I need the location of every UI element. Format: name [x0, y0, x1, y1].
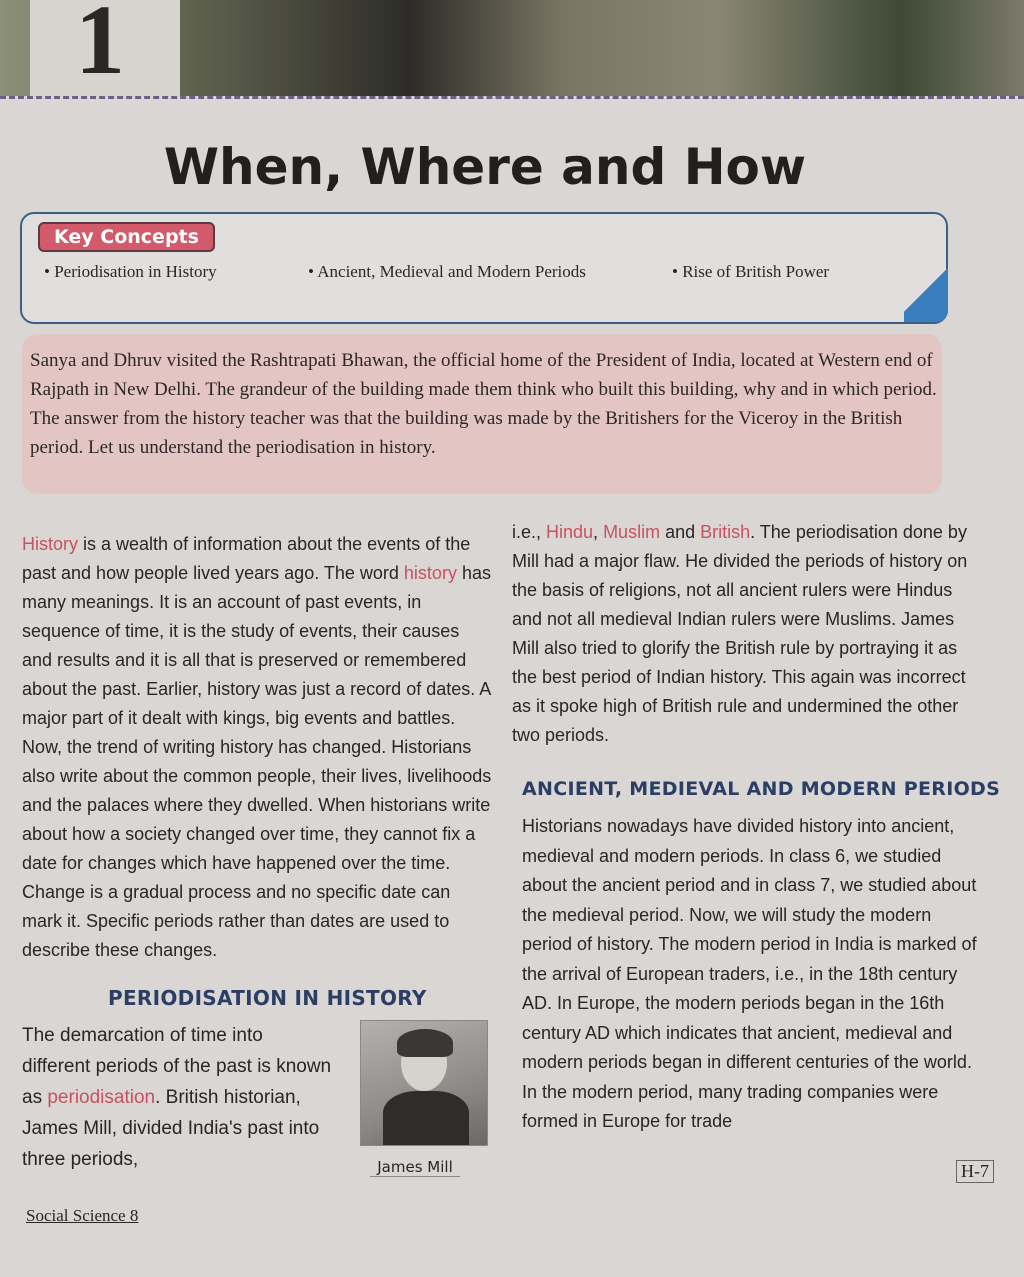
chapter-number-box: [30, 0, 180, 96]
text-span: and: [660, 522, 701, 542]
key-concept-item: • Periodisation in History: [44, 262, 217, 281]
james-mill-portrait: [360, 1020, 488, 1146]
key-concept-text: Rise of British Power: [682, 262, 830, 281]
chapter-number: 1: [75, 0, 125, 95]
left-column-paragraph: [22, 530, 492, 965]
key-concept-text: Ancient, Medieval and Modern Periods: [317, 262, 586, 281]
text-span: The demarcation of time into different periods of the past is known as: [22, 1025, 332, 1108]
portrait-hair: [397, 1029, 453, 1057]
text-span: . British historian, James Mill, divided India's past into three periods,: [22, 1087, 320, 1170]
section-heading-ancient-medieval-modern: ANCIENT, MEDIEVAL AND MODERN PERIODS: [522, 778, 1001, 800]
page-title: When, Where and How: [163, 138, 807, 196]
portrait-body: [383, 1091, 469, 1145]
key-concept-item: • Rise of British Power: [672, 262, 830, 281]
key-concept-item: • Ancient, Medieval and Modern Periods: [308, 262, 586, 281]
corner-decoration: [904, 258, 948, 322]
highlight-word: periodisation: [47, 1087, 156, 1108]
header-divider: [0, 96, 1024, 99]
key-concept-text: Periodisation in History: [54, 262, 217, 281]
right-column-paragraph: [512, 518, 982, 750]
text-span: has many meanings. It is an account of past events, in sequence of time, it is the study of events, their causes and results and it is all that is preserved or remembered about the past. Earlier, history was just a record of dates. A major part of it dealt with kings, big events and battles. Now, the trend of writing history has changed. Historians also write about the common people, their lives, livelihoods and the palaces where they dwelled. When historians write about how a society changed over time, they cannot fix a date for changes which have happened over the time. Change is a gradual process and no specific date can mark it. Specific periods rather than dates are used to describe these changes.: [22, 563, 492, 960]
text-span: is a wealth of information about the events of the past and how people lived years ago. The word: [22, 534, 471, 583]
text-span: ,: [593, 522, 604, 542]
highlight-word: History: [22, 534, 79, 554]
text-span: . The periodisation done by Mill had a major flaw. He divided the periods of history on the basis of religions, not all ancient rulers were Hindus and not all medieval Indian rulers were Muslims. James Mill also tried to glorify the British rule by portraying it as the best period of Indian history. This again was incorrect as it spoke high of British rule and undermined the other two periods.: [512, 522, 968, 745]
text-span: i.e.,: [512, 522, 547, 542]
highlight-word: Muslim: [603, 522, 661, 542]
portrait-caption: James Mill: [370, 1158, 460, 1177]
highlight-word: Hindu: [546, 522, 594, 542]
key-concepts-label: Key Concepts: [38, 222, 215, 252]
book-title: Social Science 8: [26, 1206, 139, 1225]
header-photo: [0, 0, 1024, 96]
page-number: H-7: [956, 1160, 994, 1183]
highlight-word: history: [403, 563, 457, 583]
periods-paragraph: Historians nowadays have divided history into ancient, medieval and modern periods. In class 6, we studied about the ancient period and in class 7, we studied about the medieval period. Now, we will study the modern period of history. The modern period in India is marked of the arrival of European traders, i.e., in the 18th century AD. In Europe, the modern periods began in the 16th century AD which indicates that ancient, medieval and modern periods began in different centuries of the world. In the modern period, many trading companies were formed in Europe for trade: [522, 816, 977, 1131]
periodisation-paragraph: [22, 1020, 332, 1175]
intro-paragraph: Sanya and Dhruv visited the Rashtrapati Bhawan, the official home of the President of India, located at Western end of Rajpath in New Delhi. The grandeur of the building made them think who built this building, why and in which period. The answer from the history teacher was that the building was made by the Britishers for the Viceroy in the British period. Let us understand the periodisation in history.: [30, 350, 937, 458]
section-heading-periodisation: PERIODISATION IN HISTORY: [108, 986, 427, 1010]
highlight-word: British: [700, 522, 751, 542]
